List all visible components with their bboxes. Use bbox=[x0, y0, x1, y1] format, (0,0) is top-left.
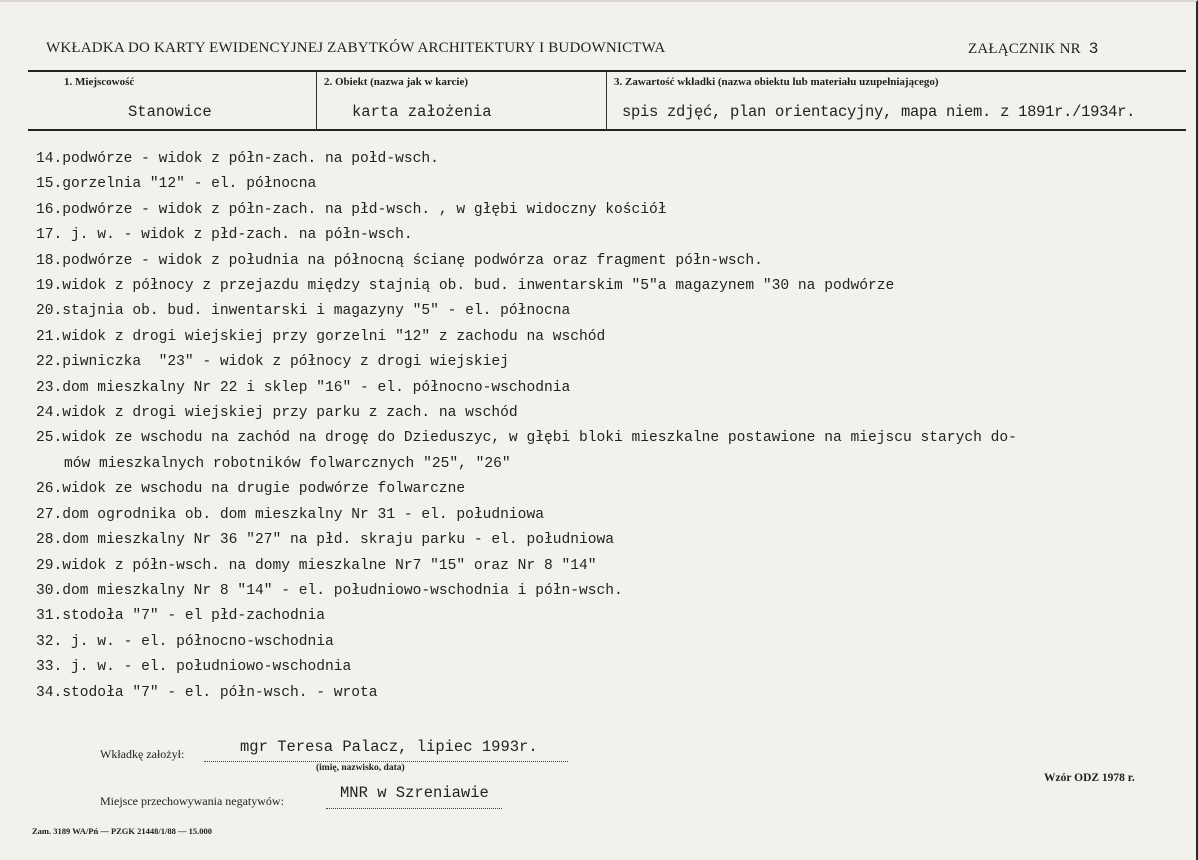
item-number: 20. bbox=[36, 303, 63, 320]
photo-list bbox=[36, 147, 1186, 706]
annex-value: 3 bbox=[1088, 40, 1099, 58]
list-item bbox=[36, 274, 1186, 299]
item-number: 25. bbox=[36, 430, 63, 447]
list-item bbox=[36, 172, 1186, 197]
item-text: dom mieszkalny Nr 22 i sklep "16" - el. północno-wschodnia bbox=[62, 379, 571, 396]
object-label: 2. Obiekt (nazwa jak w karcie) bbox=[324, 76, 469, 88]
item-text: podwórze - widok z półn-zach. na płd-wsch. , w głębi widoczny kościół bbox=[62, 201, 667, 218]
item-text: j. w. - el. północno-wschodnia bbox=[62, 633, 334, 650]
founded-value: mgr Teresa Palacz, lipiec 1993r. bbox=[240, 738, 538, 756]
contents-label: 3. Zawartość wkładki (nazwa obiektu lub materiału uzupełniającego) bbox=[614, 76, 939, 88]
item-number: 32. bbox=[36, 633, 63, 650]
list-item bbox=[36, 401, 1186, 426]
item-text: podwórze - widok z południa na północną ścianę podwórza oraz fragment półn-wsch. bbox=[62, 252, 763, 269]
item-number: 15. bbox=[36, 176, 63, 193]
item-text: stodoła "7" - el płd-zachodnia bbox=[62, 608, 326, 625]
item-number: 18. bbox=[36, 252, 63, 269]
item-number: 22. bbox=[36, 354, 63, 371]
document-title: WKŁADKA DO KARTY EWIDENCYJNEJ ZABYTKÓW ARCHITEKTURY I BUDOWNICTWA bbox=[46, 40, 666, 56]
column-divider bbox=[606, 72, 607, 129]
item-number: 16. bbox=[36, 201, 63, 218]
item-text: dom mieszkalny Nr 8 "14" - el. południowo-wschodnia i półn-wsch. bbox=[62, 582, 623, 599]
locality-label: 1. Miejscowość bbox=[64, 76, 135, 88]
list-item bbox=[36, 426, 1186, 451]
founded-line bbox=[204, 761, 568, 762]
item-number: 23. bbox=[36, 379, 63, 396]
item-text: j. w. - widok z płd-zach. na półn-wsch. bbox=[62, 227, 413, 244]
item-number: 31. bbox=[36, 608, 63, 625]
item-text: widok z drogi wiejskiej przy gorzelni "12" z zachodu na wschód bbox=[62, 328, 606, 345]
item-number: 33. bbox=[36, 659, 63, 676]
list-item bbox=[36, 350, 1186, 375]
print-info: Zam. 3189 WA/Pń — PZGK 21448/1/88 — 15.000 bbox=[32, 826, 213, 836]
item-number: 34. bbox=[36, 684, 63, 701]
contents-value: spis zdjęć, plan orientacyjny, mapa niem. z 1891r./1934r. bbox=[622, 103, 1136, 121]
list-item bbox=[36, 503, 1186, 528]
list-item bbox=[36, 376, 1186, 401]
item-number: 26. bbox=[36, 481, 63, 498]
item-text: dom ogrodnika ob. dom mieszkalny Nr 31 - el. południowa bbox=[62, 506, 544, 523]
list-item bbox=[36, 452, 1186, 477]
item-text: widok z północy z przejazdu między stajnią ob. bud. inwentarskim "5"a magazynem "30 na podwórze bbox=[62, 278, 895, 295]
list-item bbox=[36, 147, 1186, 172]
storage-line bbox=[326, 808, 502, 809]
item-number: 24. bbox=[36, 405, 63, 422]
storage-value: MNR w Szreniawie bbox=[340, 784, 489, 802]
item-number: 28. bbox=[36, 532, 63, 549]
list-item bbox=[36, 299, 1186, 324]
item-text: widok ze wschodu na drugie podwórze folwarczne bbox=[62, 481, 466, 498]
list-item bbox=[36, 249, 1186, 274]
template-version: Wzór ODZ 1978 r. bbox=[1044, 772, 1135, 784]
item-text: mów mieszkalnych robotników folwarcznych "25", "26" bbox=[64, 455, 511, 472]
item-text: widok z półn-wsch. na domy mieszkalne Nr7 "15" oraz Nr 8 "14" bbox=[62, 557, 597, 574]
item-text: gorzelnia "12" - el. północna bbox=[62, 176, 317, 193]
list-item bbox=[36, 477, 1186, 502]
header-bottom-rule bbox=[28, 129, 1186, 131]
object-value: karta założenia bbox=[352, 103, 492, 121]
item-text: widok z drogi wiejskiej przy parku z zach. na wschód bbox=[62, 405, 518, 422]
item-text: dom mieszkalny Nr 36 "27" na płd. skraju parku - el. południowa bbox=[62, 532, 615, 549]
annex-label: ZAŁĄCZNIK NR bbox=[968, 41, 1081, 57]
list-item bbox=[36, 554, 1186, 579]
item-text: j. w. - el. południowo-wschodnia bbox=[62, 659, 352, 676]
item-number: 30. bbox=[36, 582, 63, 599]
list-item bbox=[36, 630, 1186, 655]
column-divider bbox=[316, 72, 317, 129]
list-item bbox=[36, 223, 1186, 248]
item-number: 17. bbox=[36, 227, 63, 244]
list-item bbox=[36, 528, 1186, 553]
item-text: stodoła "7" - el. półn-wsch. - wrota bbox=[62, 684, 378, 701]
item-number: 21. bbox=[36, 328, 63, 345]
item-text: podwórze - widok z półn-zach. na połd-wsch. bbox=[62, 151, 439, 167]
locality-value: Stanowice bbox=[128, 103, 212, 121]
item-number: 27. bbox=[36, 506, 63, 523]
item-text: stajnia ob. bud. inwentarski i magazyny "5" - el. północna bbox=[62, 303, 571, 320]
item-number: 29. bbox=[36, 557, 63, 574]
list-item bbox=[36, 655, 1186, 680]
item-number: 14. bbox=[36, 151, 63, 167]
list-item bbox=[36, 681, 1186, 706]
founded-label: Wkładkę założył: bbox=[100, 747, 185, 761]
storage-label: Miejsce przechowywania negatywów: bbox=[100, 794, 284, 808]
annex-number bbox=[968, 40, 1099, 58]
list-item bbox=[36, 579, 1186, 604]
item-text: piwniczka "23" - widok z północy z drogi wiejskiej bbox=[62, 354, 509, 371]
header-top-rule bbox=[28, 70, 1186, 72]
list-item bbox=[36, 198, 1186, 223]
item-number: 19. bbox=[36, 278, 63, 295]
list-item bbox=[36, 604, 1186, 629]
item-text: widok ze wschodu na zachód na drogę do Dzieduszyc, w głębi bloki mieszkalne postawione na miejscu starych do- bbox=[62, 430, 1017, 447]
founded-hint: (imię, nazwisko, data) bbox=[316, 763, 405, 773]
list-item bbox=[36, 325, 1186, 350]
